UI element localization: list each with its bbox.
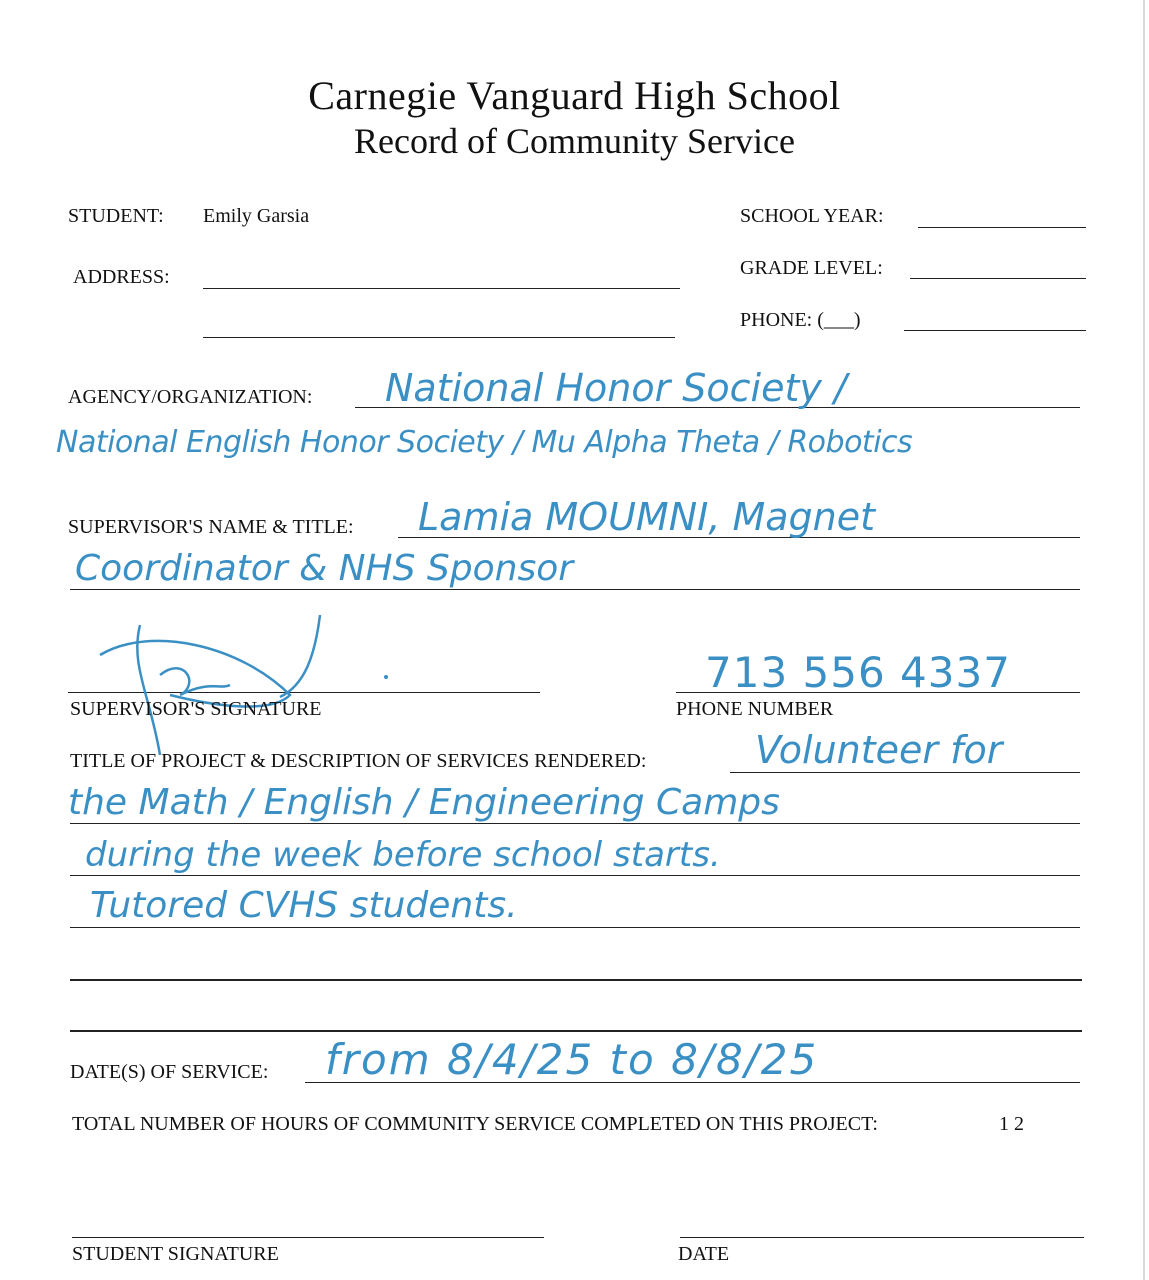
date-label: DATE [678, 1243, 730, 1265]
phone-line[interactable] [904, 330, 1086, 331]
project-line-6[interactable] [70, 1030, 1082, 1032]
hours-label: TOTAL NUMBER OF HOURS OF COMMUNITY SERVICE COMPLETED ON THIS PROJECT: [72, 1113, 878, 1135]
project-line-3[interactable] [70, 875, 1080, 876]
agency-handwriting-1: National Honor Society / [385, 366, 847, 410]
supervisor-signature-label: SUPERVISOR'S SIGNATURE [70, 698, 322, 720]
project-line-4[interactable] [70, 927, 1080, 928]
address-line-1[interactable] [203, 288, 680, 289]
project-line-1[interactable] [730, 772, 1080, 773]
date-line[interactable] [680, 1237, 1084, 1238]
address-line-2[interactable] [203, 337, 675, 338]
page-edge [1143, 0, 1145, 1280]
student-label: STUDENT: [68, 205, 164, 227]
project-handwriting-1: Volunteer for [755, 728, 1003, 772]
supervisor-phone-label: PHONE NUMBER [676, 698, 834, 720]
project-line-5[interactable] [70, 979, 1082, 981]
supervisor-title-handwriting: Coordinator & NHS Sponsor [75, 548, 574, 589]
hours-value: 1 2 [999, 1113, 1024, 1135]
dates-handwriting: from 8/4/25 to 8/8/25 [325, 1035, 819, 1084]
supervisor-name-label: SUPERVISOR'S NAME & TITLE: [68, 516, 354, 538]
school-year-label: SCHOOL YEAR: [740, 205, 884, 227]
school-year-line[interactable] [918, 227, 1086, 228]
address-label: ADDRESS: [73, 266, 170, 288]
supervisor-signature-mark [90, 605, 350, 765]
school-name: Carnegie Vanguard High School [308, 73, 841, 118]
grade-level-line[interactable] [910, 278, 1086, 279]
project-handwriting-2: the Math / English / Engineering Camps [68, 782, 780, 823]
supervisor-phone-handwriting: 713 556 4337 [705, 648, 1011, 697]
dates-label: DATE(S) OF SERVICE: [70, 1061, 269, 1083]
agency-label: AGENCY/ORGANIZATION: [68, 386, 313, 408]
supervisor-name-line-2[interactable] [70, 589, 1080, 590]
student-signature-line[interactable] [72, 1237, 544, 1238]
grade-level-label: GRADE LEVEL: [740, 257, 883, 279]
project-handwriting-4: Tutored CVHS students. [90, 885, 518, 926]
student-name-value: Emily Garsia [203, 205, 310, 227]
phone-label: PHONE: (___) [740, 309, 861, 331]
student-signature-label: STUDENT SIGNATURE [72, 1243, 279, 1265]
project-line-2[interactable] [70, 823, 1080, 824]
agency-handwriting-2: National English Honor Society / Mu Alpha Theta / Robotics [56, 425, 913, 460]
form-title: Record of Community Service [354, 121, 795, 161]
project-label: TITLE OF PROJECT & DESCRIPTION OF SERVICES RENDERED: [70, 750, 647, 772]
supervisor-name-handwriting: Lamia MOUMNI, Magnet [418, 495, 876, 539]
project-handwriting-3: during the week before school starts. [85, 835, 721, 875]
